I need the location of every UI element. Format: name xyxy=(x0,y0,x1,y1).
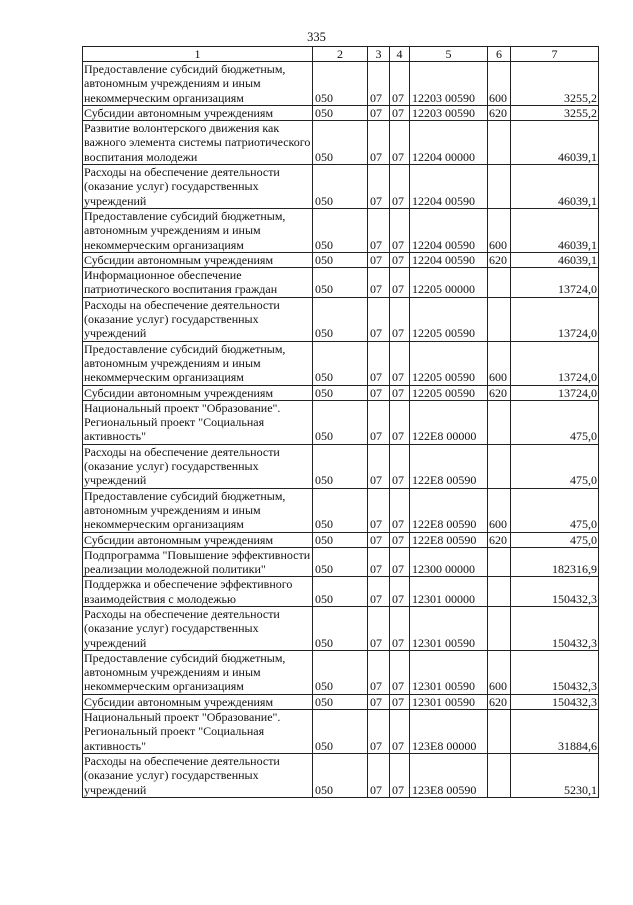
row-name-cell: Информационное обеспечение патриотического воспитания граждан xyxy=(83,268,313,298)
section-code-cell: 050 xyxy=(313,694,368,709)
chapter-code-cell: 07 xyxy=(368,341,390,385)
subsection-code-cell: 07 xyxy=(390,753,410,797)
amount-cell: 182316,9 xyxy=(511,547,599,577)
section-code-cell: 050 xyxy=(313,165,368,209)
chapter-code-cell: 07 xyxy=(368,62,390,106)
column-header-7: 7 xyxy=(511,47,599,62)
section-code-cell: 050 xyxy=(313,297,368,341)
chapter-code-cell: 07 xyxy=(368,488,390,532)
table-row xyxy=(83,532,599,547)
row-name-cell: Субсидии автономным учреждениям xyxy=(83,532,313,547)
target-item-cell: 12301 00590 xyxy=(410,650,488,694)
subsection-code-cell: 07 xyxy=(390,165,410,209)
subsection-code-cell: 07 xyxy=(390,297,410,341)
section-code-cell: 050 xyxy=(313,400,368,444)
expense-type-cell: 620 xyxy=(488,252,511,267)
table-row xyxy=(83,694,599,709)
section-code-cell: 050 xyxy=(313,650,368,694)
target-item-cell: 122E8 00590 xyxy=(410,532,488,547)
subsection-code-cell: 07 xyxy=(390,532,410,547)
amount-cell: 13724,0 xyxy=(511,297,599,341)
table-row xyxy=(83,400,599,444)
row-name-cell: Расходы на обеспечение деятельности (оказание услуг) государственных учреждений xyxy=(83,165,313,209)
amount-cell: 150432,3 xyxy=(511,694,599,709)
column-header-6: 6 xyxy=(488,47,511,62)
target-item-cell: 122E8 00590 xyxy=(410,488,488,532)
expense-type-cell: 600 xyxy=(488,341,511,385)
chapter-code-cell: 07 xyxy=(368,606,390,650)
table-row xyxy=(83,606,599,650)
chapter-code-cell: 07 xyxy=(368,252,390,267)
subsection-code-cell: 07 xyxy=(390,208,410,252)
row-name-cell: Национальный проект "Образование". Региональный проект "Социальная активность" xyxy=(83,710,313,754)
target-item-cell: 12203 00590 xyxy=(410,62,488,106)
target-item-cell: 12205 00590 xyxy=(410,341,488,385)
column-header-5: 5 xyxy=(410,47,488,62)
row-name-cell: Предоставление субсидий бюджетным, автономным учреждениям и иным некоммерческим организациям xyxy=(83,488,313,532)
amount-cell: 13724,0 xyxy=(511,385,599,400)
amount-cell: 3255,2 xyxy=(511,105,599,120)
amount-cell: 475,0 xyxy=(511,400,599,444)
subsection-code-cell: 07 xyxy=(390,105,410,120)
subsection-code-cell: 07 xyxy=(390,650,410,694)
column-header-2: 2 xyxy=(313,47,368,62)
subsection-code-cell: 07 xyxy=(390,577,410,607)
section-code-cell: 050 xyxy=(313,268,368,298)
expense-type-cell: 600 xyxy=(488,488,511,532)
target-item-cell: 122E8 00590 xyxy=(410,444,488,488)
expense-type-cell xyxy=(488,577,511,607)
section-code-cell: 050 xyxy=(313,710,368,754)
budget-table xyxy=(82,46,599,798)
section-code-cell: 050 xyxy=(313,532,368,547)
section-code-cell: 050 xyxy=(313,208,368,252)
subsection-code-cell: 07 xyxy=(390,121,410,165)
expense-type-cell: 620 xyxy=(488,105,511,120)
section-code-cell: 050 xyxy=(313,341,368,385)
row-name-cell: Субсидии автономным учреждениям xyxy=(83,694,313,709)
row-name-cell: Развитие волонтерского движения как важного элемента системы патриотического воспитания молодежи xyxy=(83,121,313,165)
section-code-cell: 050 xyxy=(313,105,368,120)
table-row xyxy=(83,710,599,754)
section-code-cell: 050 xyxy=(313,753,368,797)
amount-cell: 150432,3 xyxy=(511,606,599,650)
row-name-cell: Расходы на обеспечение деятельности (оказание услуг) государственных учреждений xyxy=(83,606,313,650)
table-row xyxy=(83,547,599,577)
chapter-code-cell: 07 xyxy=(368,165,390,209)
subsection-code-cell: 07 xyxy=(390,62,410,106)
target-item-cell: 12301 00000 xyxy=(410,577,488,607)
row-name-cell: Предоставление субсидий бюджетным, автономным учреждениям и иным некоммерческим организациям xyxy=(83,208,313,252)
expense-type-cell xyxy=(488,444,511,488)
section-code-cell: 050 xyxy=(313,444,368,488)
row-name-cell: Предоставление субсидий бюджетным, автономным учреждениям и иным некоммерческим организациям xyxy=(83,341,313,385)
column-header-1: 1 xyxy=(83,47,313,62)
table-row xyxy=(83,650,599,694)
row-name-cell: Субсидии автономным учреждениям xyxy=(83,385,313,400)
table-row xyxy=(83,444,599,488)
expense-type-cell: 620 xyxy=(488,694,511,709)
amount-cell: 475,0 xyxy=(511,488,599,532)
subsection-code-cell: 07 xyxy=(390,606,410,650)
row-name-cell: Подпрограмма "Повышение эффективности реализации молодежной политики" xyxy=(83,547,313,577)
subsection-code-cell: 07 xyxy=(390,400,410,444)
target-item-cell: 12204 00590 xyxy=(410,165,488,209)
target-item-cell: 12300 00000 xyxy=(410,547,488,577)
expense-type-cell xyxy=(488,268,511,298)
chapter-code-cell: 07 xyxy=(368,400,390,444)
table-row xyxy=(83,62,599,106)
row-name-cell: Предоставление субсидий бюджетным, автономным учреждениям и иным некоммерческим организациям xyxy=(83,62,313,106)
amount-cell: 150432,3 xyxy=(511,577,599,607)
table-row xyxy=(83,208,599,252)
table-row xyxy=(83,753,599,797)
chapter-code-cell: 07 xyxy=(368,547,390,577)
section-code-cell: 050 xyxy=(313,385,368,400)
section-code-cell: 050 xyxy=(313,62,368,106)
expense-type-cell xyxy=(488,547,511,577)
amount-cell: 3255,2 xyxy=(511,62,599,106)
amount-cell: 46039,1 xyxy=(511,165,599,209)
chapter-code-cell: 07 xyxy=(368,105,390,120)
chapter-code-cell: 07 xyxy=(368,650,390,694)
amount-cell: 475,0 xyxy=(511,444,599,488)
subsection-code-cell: 07 xyxy=(390,488,410,532)
expense-type-cell xyxy=(488,753,511,797)
table-row xyxy=(83,577,599,607)
expense-type-cell xyxy=(488,165,511,209)
expense-type-cell xyxy=(488,297,511,341)
chapter-code-cell: 07 xyxy=(368,710,390,754)
expense-type-cell xyxy=(488,121,511,165)
table-row xyxy=(83,268,599,298)
target-item-cell: 12301 00590 xyxy=(410,606,488,650)
amount-cell: 5230,1 xyxy=(511,753,599,797)
subsection-code-cell: 07 xyxy=(390,444,410,488)
column-header-3: 3 xyxy=(368,47,390,62)
section-code-cell: 050 xyxy=(313,547,368,577)
expense-type-cell xyxy=(488,400,511,444)
subsection-code-cell: 07 xyxy=(390,694,410,709)
page-number: 335 xyxy=(307,30,326,44)
expense-type-cell: 600 xyxy=(488,62,511,106)
chapter-code-cell: 07 xyxy=(368,532,390,547)
chapter-code-cell: 07 xyxy=(368,577,390,607)
amount-cell: 13724,0 xyxy=(511,341,599,385)
table-row xyxy=(83,105,599,120)
row-name-cell: Национальный проект "Образование". Региональный проект "Социальная активность" xyxy=(83,400,313,444)
header-row xyxy=(83,47,599,62)
table-row xyxy=(83,252,599,267)
target-item-cell: 12204 00000 xyxy=(410,121,488,165)
chapter-code-cell: 07 xyxy=(368,694,390,709)
target-item-cell: 12205 00000 xyxy=(410,268,488,298)
section-code-cell: 050 xyxy=(313,606,368,650)
chapter-code-cell: 07 xyxy=(368,753,390,797)
expense-type-cell: 620 xyxy=(488,532,511,547)
target-item-cell: 123E8 00000 xyxy=(410,710,488,754)
row-name-cell: Субсидии автономным учреждениям xyxy=(83,252,313,267)
table-row xyxy=(83,121,599,165)
row-name-cell: Поддержка и обеспечение эффективного взаимодействия с молодежью xyxy=(83,577,313,607)
target-item-cell: 12203 00590 xyxy=(410,105,488,120)
subsection-code-cell: 07 xyxy=(390,385,410,400)
table-row xyxy=(83,385,599,400)
expense-type-cell: 600 xyxy=(488,208,511,252)
chapter-code-cell: 07 xyxy=(368,121,390,165)
chapter-code-cell: 07 xyxy=(368,268,390,298)
amount-cell: 46039,1 xyxy=(511,121,599,165)
subsection-code-cell: 07 xyxy=(390,268,410,298)
target-item-cell: 12205 00590 xyxy=(410,297,488,341)
expense-type-cell xyxy=(488,710,511,754)
section-code-cell: 050 xyxy=(313,121,368,165)
subsection-code-cell: 07 xyxy=(390,547,410,577)
row-name-cell: Расходы на обеспечение деятельности (оказание услуг) государственных учреждений xyxy=(83,753,313,797)
column-header-4: 4 xyxy=(390,47,410,62)
section-code-cell: 050 xyxy=(313,488,368,532)
chapter-code-cell: 07 xyxy=(368,297,390,341)
target-item-cell: 12204 00590 xyxy=(410,208,488,252)
row-name-cell: Предоставление субсидий бюджетным, автономным учреждениям и иным некоммерческим организациям xyxy=(83,650,313,694)
row-name-cell: Расходы на обеспечение деятельности (оказание услуг) государственных учреждений xyxy=(83,297,313,341)
chapter-code-cell: 07 xyxy=(368,444,390,488)
amount-cell: 13724,0 xyxy=(511,268,599,298)
amount-cell: 31884,6 xyxy=(511,710,599,754)
subsection-code-cell: 07 xyxy=(390,341,410,385)
row-name-cell: Субсидии автономным учреждениям xyxy=(83,105,313,120)
amount-cell: 46039,1 xyxy=(511,208,599,252)
table-body xyxy=(83,62,599,798)
target-item-cell: 12205 00590 xyxy=(410,385,488,400)
table-row xyxy=(83,165,599,209)
expense-type-cell: 600 xyxy=(488,650,511,694)
row-name-cell: Расходы на обеспечение деятельности (оказание услуг) государственных учреждений xyxy=(83,444,313,488)
table-row xyxy=(83,297,599,341)
target-item-cell: 122E8 00000 xyxy=(410,400,488,444)
chapter-code-cell: 07 xyxy=(368,385,390,400)
amount-cell: 150432,3 xyxy=(511,650,599,694)
table-row xyxy=(83,341,599,385)
target-item-cell: 12204 00590 xyxy=(410,252,488,267)
amount-cell: 475,0 xyxy=(511,532,599,547)
section-code-cell: 050 xyxy=(313,252,368,267)
table-row xyxy=(83,488,599,532)
subsection-code-cell: 07 xyxy=(390,710,410,754)
target-item-cell: 12301 00590 xyxy=(410,694,488,709)
section-code-cell: 050 xyxy=(313,577,368,607)
subsection-code-cell: 07 xyxy=(390,252,410,267)
target-item-cell: 123E8 00590 xyxy=(410,753,488,797)
expense-type-cell xyxy=(488,606,511,650)
expense-type-cell: 620 xyxy=(488,385,511,400)
chapter-code-cell: 07 xyxy=(368,208,390,252)
amount-cell: 46039,1 xyxy=(511,252,599,267)
